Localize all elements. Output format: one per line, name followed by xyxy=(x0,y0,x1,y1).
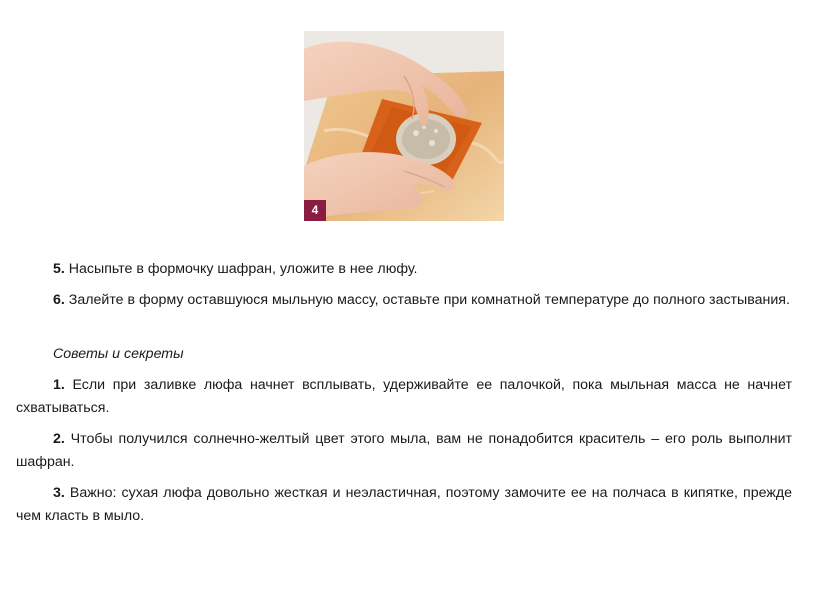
instructions-text xyxy=(16,258,792,536)
step-photo xyxy=(304,31,504,221)
photo-illustration xyxy=(304,31,504,221)
tip-paragraph xyxy=(16,482,792,528)
tip-text: Важно: сухая люфа довольно жесткая и неэластичная, поэтому замочите ее на полчаса в кипятке, прежде чем класть в мыло. xyxy=(16,485,792,524)
figure-number-badge: 4 xyxy=(304,200,326,221)
tip-number: 2. xyxy=(53,431,65,447)
tip-paragraph xyxy=(16,428,792,474)
step-paragraph xyxy=(16,258,792,281)
step-text: Насыпьте в формочку шафран, уложите в нее люфу. xyxy=(64,261,418,277)
step-number: 5. xyxy=(53,261,65,277)
tip-number: 1. xyxy=(53,377,65,393)
tips-heading: Советы и секреты xyxy=(53,346,184,362)
tip-text: Если при заливке люфа начнет всплывать, удерживайте ее палочкой, пока мыльная масса не начнет схватываться. xyxy=(16,377,792,416)
tip-number: 3. xyxy=(53,485,65,501)
tip-paragraph xyxy=(16,374,792,420)
step-number: 6. xyxy=(53,292,65,308)
tip-text: Чтобы получился солнечно-желтый цвет этого мыла, вам не понадобится краситель – его роль выполнит шафран. xyxy=(16,431,792,470)
step-paragraph xyxy=(16,289,792,312)
step-text: Залейте в форму оставшуюся мыльную массу, оставьте при комнатной температуре до полного застывания. xyxy=(64,292,790,308)
